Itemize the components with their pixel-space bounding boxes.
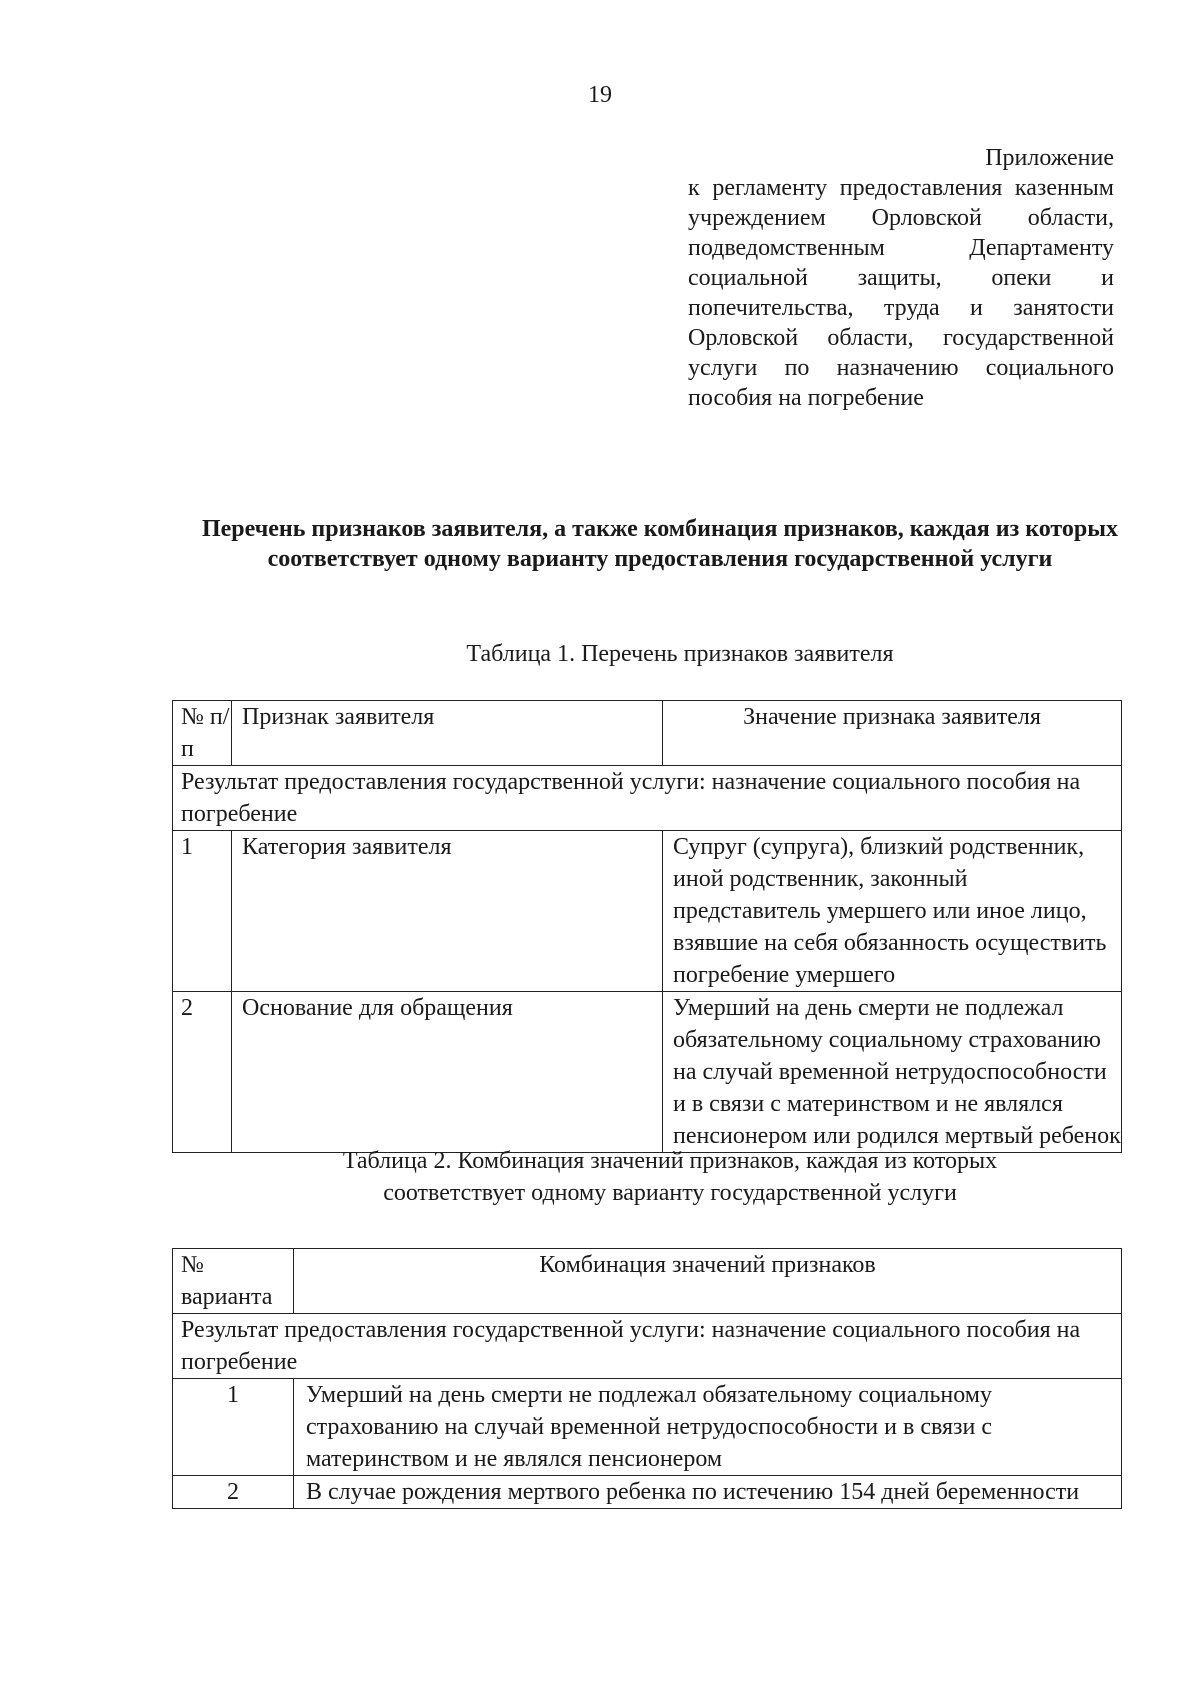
row-attribute: Основание для обращения [232, 992, 663, 1153]
table2-caption: Таблица 2. Комбинация значений признаков, каждая из которых соответствует одному варианту государственной услуги [342, 1148, 998, 1206]
table1-caption: Таблица 1. Перечень признаков заявителя [466, 641, 894, 667]
appendix-text: к регламенту предоставления казенным учреждением Орловской области, подведомственным Департаменту социальной защиты, опеки и попечительства, труда и занятости Орловской области, государственной услуги по назначению социального пособия на погребение [688, 175, 1114, 411]
table-row [173, 1476, 1122, 1509]
section-label: Результат предоставления государственной услуги: назначение социального пособия на погребение [173, 1314, 1122, 1379]
header-combination: Комбинация значений признаков [294, 1249, 1122, 1314]
header-attribute: Признак заявителя [232, 701, 663, 766]
header-value: Значение признака заявителя [663, 701, 1122, 766]
section-label: Результат предоставления государственной услуги: назначение социального пособия на погребение [173, 766, 1122, 831]
header-number: № п/п [173, 701, 232, 766]
table-row [173, 831, 1122, 992]
table-row [173, 1379, 1122, 1476]
row-number: 2 [173, 992, 232, 1153]
table-row [173, 992, 1122, 1153]
row-combination: В случае рождения мертвого ребенка по истечению 154 дней беременности [294, 1476, 1122, 1509]
row-combination: Умерший на день смерти не подлежал обязательному социальному страхованию на случай временной нетрудоспособности и в связи с материнством и не являлся пенсионером [294, 1379, 1122, 1476]
document-title: Перечень признаков заявителя, а также комбинация признаков, каждая из которых соответствует одному варианту предоставления государственной услуги [201, 516, 1118, 572]
table-header-row [173, 1249, 1122, 1314]
row-number: 1 [173, 831, 232, 992]
applicant-attributes-table [172, 700, 1122, 1153]
row-attribute: Категория заявителя [232, 831, 663, 992]
table-section-row [173, 1314, 1122, 1379]
row-value: Умерший на день смерти не подлежал обязательному социальному страхованию на случай временной нетрудоспособности и в связи с материнством и не являлся пенсионером или родился мертвый ребенок [663, 992, 1122, 1153]
table-header-row [173, 701, 1122, 766]
appendix-title: Приложение [985, 145, 1114, 171]
header-variant-number: № варианта [173, 1249, 294, 1314]
appendix-block [688, 143, 1114, 413]
table-section-row [173, 766, 1122, 831]
row-value: Супруг (супруга), близкий родственник, иной родственник, законный представитель умершего или иное лицо, взявшие на себя обязанность осуществить погребение умершего [663, 831, 1122, 992]
row-number: 1 [173, 1379, 294, 1476]
page-number: 19 [588, 82, 612, 108]
row-number: 2 [173, 1476, 294, 1509]
attribute-combinations-table [172, 1248, 1122, 1509]
